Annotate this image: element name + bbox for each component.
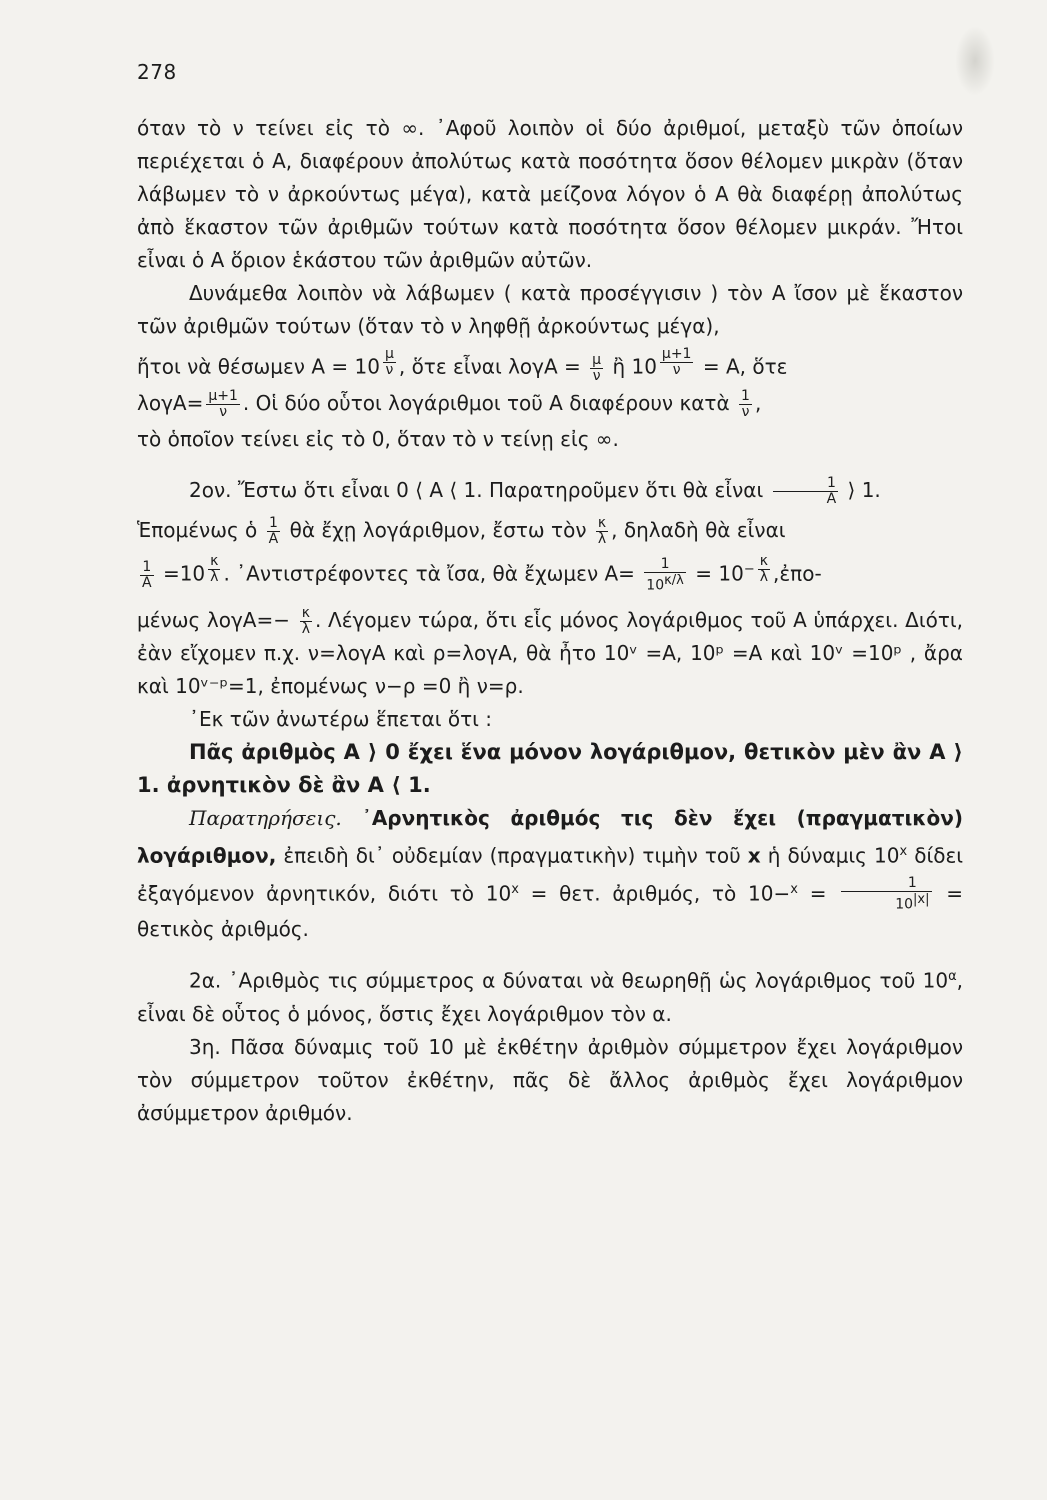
text-run: = bbox=[809, 881, 827, 906]
fraction-numerator: 1 bbox=[644, 557, 686, 573]
text-run: ἤτοι νὰ θέσωμεν Α = 10 bbox=[137, 354, 380, 379]
paragraph-limit: όταν τὸ ν τείνει εἰς τὸ ∞. ᾿Αφοῦ λοιπὸν οἱ δύο ἀριθμοί, μεταξὺ τῶν ὁποίων περιέχεται ὁ Α, διαφέρουν ἀπολύτως κατὰ ποσότητα ὅσον θέλομεν μικρὰν (ὅταν λάβωμεν τὸ ν ἀρκούντως μέγα), κατὰ μείζονα λόγον ὁ Α θὰ διαφέρῃ ἀπολύτως ἀπὸ ἕκαστον τῶν ἀριθμῶν τούτων κατὰ ποσότητα ὅσον θέλομεν μικράν. Ἤτοι εἶναι ὁ Α ὅριον ἑκάστου τῶν ἀριθμῶν αὐτῶν. bbox=[137, 116, 963, 272]
fraction-denominator: ν bbox=[592, 367, 601, 384]
fraction-numerator: μ+1 bbox=[661, 346, 692, 362]
text-run: . ᾿Αντιστρέφοντες τὰ ἴσα, θὰ ἔχωμεν Α= bbox=[223, 561, 635, 586]
fraction bbox=[773, 476, 839, 507]
exponent-fraction bbox=[660, 347, 694, 378]
text-run: 2α. ᾿Αριθμὸς τις σύμμετρος α δύναται νὰ θεωρηθῇ ὡς λογάριθμος τοῦ 10 bbox=[189, 968, 949, 993]
text-run: λογΑ= bbox=[137, 391, 204, 415]
text-run: Ἑπομένως ὁ bbox=[137, 518, 258, 542]
variable-x: x bbox=[747, 843, 761, 868]
text-run: , εἶναι δὲ οὗτος ὁ μόνος, ὅστις ἔχει λογάριθμον τὸν α. bbox=[137, 968, 963, 1026]
page-number: 278 bbox=[137, 60, 177, 84]
equation-line-2 bbox=[137, 383, 963, 423]
text-run: =10 bbox=[162, 561, 206, 586]
text-run: 2ον. Ἔστω ὅτι εἶναι 0 ⟨ Α ⟨ 1. Παρατηροῦμεν ὅτι θὰ εἶναι bbox=[189, 478, 764, 502]
remark-bold-text: ᾿Αρνητικὸς ἀριθμός τις δὲν ἔχει (πραγματικὸν) λογάριθμον, bbox=[137, 806, 964, 868]
fraction bbox=[596, 516, 608, 547]
theorem-statement: Πᾶς ἀριθμὸς Α ⟩ 0 ἔχει ἕνα μόνον λογάριθμον, θετικὸν μὲν ἂν Α ⟩ 1. ἀρνητικὸν δὲ ἂν Α ⟨ 1. bbox=[137, 740, 963, 797]
text-run: . Οἱ δύο οὗτοι λογάριθμοι τοῦ Α διαφέρουν κατὰ bbox=[242, 391, 730, 415]
page-body bbox=[137, 112, 963, 1130]
text-run: = θετ. ἀριθμός, τὸ 10− bbox=[530, 881, 791, 906]
fraction-numerator: κ bbox=[758, 554, 770, 570]
text-run: = 10 bbox=[695, 561, 744, 586]
fraction-numerator: 1 bbox=[773, 476, 839, 492]
fraction bbox=[206, 389, 240, 420]
fraction bbox=[300, 606, 312, 637]
fraction-denominator: ν bbox=[385, 362, 394, 378]
text-run: ἡ δύναμις 10 bbox=[767, 843, 900, 868]
fraction-denominator bbox=[841, 892, 931, 913]
fraction-denominator: λ bbox=[597, 531, 607, 547]
paragraph-remark-2 bbox=[137, 960, 963, 1031]
fraction-denominator: $10^{\kappa/\lambda}$ bbox=[646, 572, 684, 594]
fraction-numerator: 1 bbox=[267, 516, 281, 532]
fraction bbox=[590, 353, 603, 384]
fraction-denominator: ν bbox=[219, 404, 228, 420]
equation-line-1 bbox=[137, 343, 963, 383]
text-run: δίδει ἐξαγόμενον ἀρνητικόν, διότι τὸ 10 bbox=[137, 843, 964, 906]
line-tends-zero: τὸ ὁποῖον τείνει εἰς τὸ 0, ὅταν τὸ ν τείνῃ εἰς ∞. bbox=[137, 427, 619, 451]
text-run: θὰ ἔχῃ λογάριθμον, ἔστω τὸν bbox=[289, 518, 587, 542]
power-base: 10 bbox=[646, 577, 665, 594]
text-run: ⟩ 1. bbox=[847, 478, 881, 502]
fraction-numerator: κ bbox=[596, 516, 608, 532]
exponent-fraction bbox=[758, 554, 770, 585]
exponent: α bbox=[948, 969, 957, 985]
power-sign: − bbox=[743, 562, 755, 577]
power-exponent: κ bbox=[664, 572, 672, 588]
paragraph-remark-3: 3η. Πᾶσα δύναμις τοῦ 10 μὲ ἐκθέτην ἀριθμὸν σύμμετρον ἔχει λογάριθμον τὸν σύμμετρον τοῦτον ἐκθέτην, πᾶς δὲ ἄλλος ἀριθμὸς ἔχει λογάριθμον ἀσύμμετρον ἀριθμόν. bbox=[137, 1034, 963, 1125]
line-consequence: ᾿Εκ τῶν ἀνωτέρω ἕπεται ὅτι : bbox=[189, 707, 493, 731]
fraction-numerator: 1 bbox=[140, 560, 154, 576]
fraction-denominator: Α bbox=[826, 491, 837, 507]
equation-line-5 bbox=[137, 550, 963, 594]
exponent: x bbox=[511, 881, 519, 897]
text-run: , ὅτε εἶναι λογΑ = bbox=[398, 354, 581, 379]
fraction-denominator: ν bbox=[672, 362, 681, 378]
fraction-denominator: Α bbox=[142, 574, 152, 591]
text-run: = Α, ὅτε bbox=[702, 354, 788, 379]
fraction bbox=[140, 560, 154, 591]
equation-line-3 bbox=[137, 470, 963, 510]
fraction-numerator: κ bbox=[300, 606, 312, 622]
exponent: x bbox=[790, 881, 798, 897]
exponent-fraction bbox=[383, 347, 396, 378]
paragraph-remarks bbox=[137, 802, 963, 946]
fraction bbox=[841, 876, 931, 913]
fraction-denominator: λ bbox=[210, 569, 219, 585]
text-run: = θετικὸς ἀριθμός. bbox=[137, 881, 964, 942]
page-stain bbox=[955, 26, 995, 96]
text-run: ἐπειδὴ δι᾿ οὐδεμίαν (πραγματικὴν) τιμὴν τοῦ bbox=[283, 843, 741, 868]
power-exponent: λ bbox=[676, 572, 684, 588]
text-run: μένως λογΑ=− bbox=[137, 608, 290, 632]
fraction-numerator: κ bbox=[208, 554, 220, 570]
remarks-heading: Παρατηρήσεις. bbox=[189, 806, 342, 830]
fraction-denominator: λ bbox=[301, 621, 310, 637]
fraction bbox=[739, 389, 752, 420]
text-run: ἢ 10 bbox=[612, 354, 657, 379]
fraction-numerator: μ bbox=[592, 351, 602, 368]
fraction bbox=[644, 557, 686, 594]
fraction-denominator: Α bbox=[268, 531, 279, 547]
power-exponent: |x| bbox=[913, 892, 930, 908]
exponent-fraction bbox=[208, 554, 220, 585]
fraction-denominator: ν bbox=[741, 404, 750, 420]
paragraph-approximation: Δυνάμεθα λοιπὸν νὰ λάβωμεν ( κατὰ προσέγγισιν ) τὸν Α ἴσον μὲ ἕκαστον τῶν ἀριθμῶν τούτων (ὅταν τὸ ν ληφθῇ ἀρκούντως μέγα), bbox=[137, 281, 963, 338]
power-base: 10 bbox=[895, 897, 914, 914]
fraction-numerator: μ bbox=[384, 346, 394, 362]
text-run: . Λέγομεν τώρα, ὅτι εἷς μόνος λογάριθμος τοῦ Α ὑπάρχει. Διότι, ἐὰν εἴχομεν π.χ. ν=λογΑ καὶ ρ=λογΑ, θὰ ἦτο 10ᵛ =Α, 10ᵖ =Α καὶ 10ᵛ =10ᵖ , ἄρα καὶ 10ᵛ⁻ᵖ=1, ἐπομένως ν−ρ =0 ἢ ν=ρ. bbox=[137, 608, 963, 698]
exponent: x bbox=[899, 844, 908, 859]
fraction bbox=[267, 516, 281, 547]
fraction-numerator: 1 bbox=[841, 876, 931, 892]
text-run: ,ἐπο- bbox=[773, 561, 822, 586]
text-run: , bbox=[754, 391, 762, 415]
fraction-numerator: 1 bbox=[741, 388, 750, 404]
fraction-numerator: μ+1 bbox=[208, 388, 238, 404]
paragraph-uniqueness bbox=[137, 604, 963, 703]
fraction-denominator: λ bbox=[759, 569, 769, 585]
text-run: , δηλαδὴ θὰ εἶναι bbox=[611, 518, 786, 542]
equation-line-4 bbox=[137, 510, 963, 550]
